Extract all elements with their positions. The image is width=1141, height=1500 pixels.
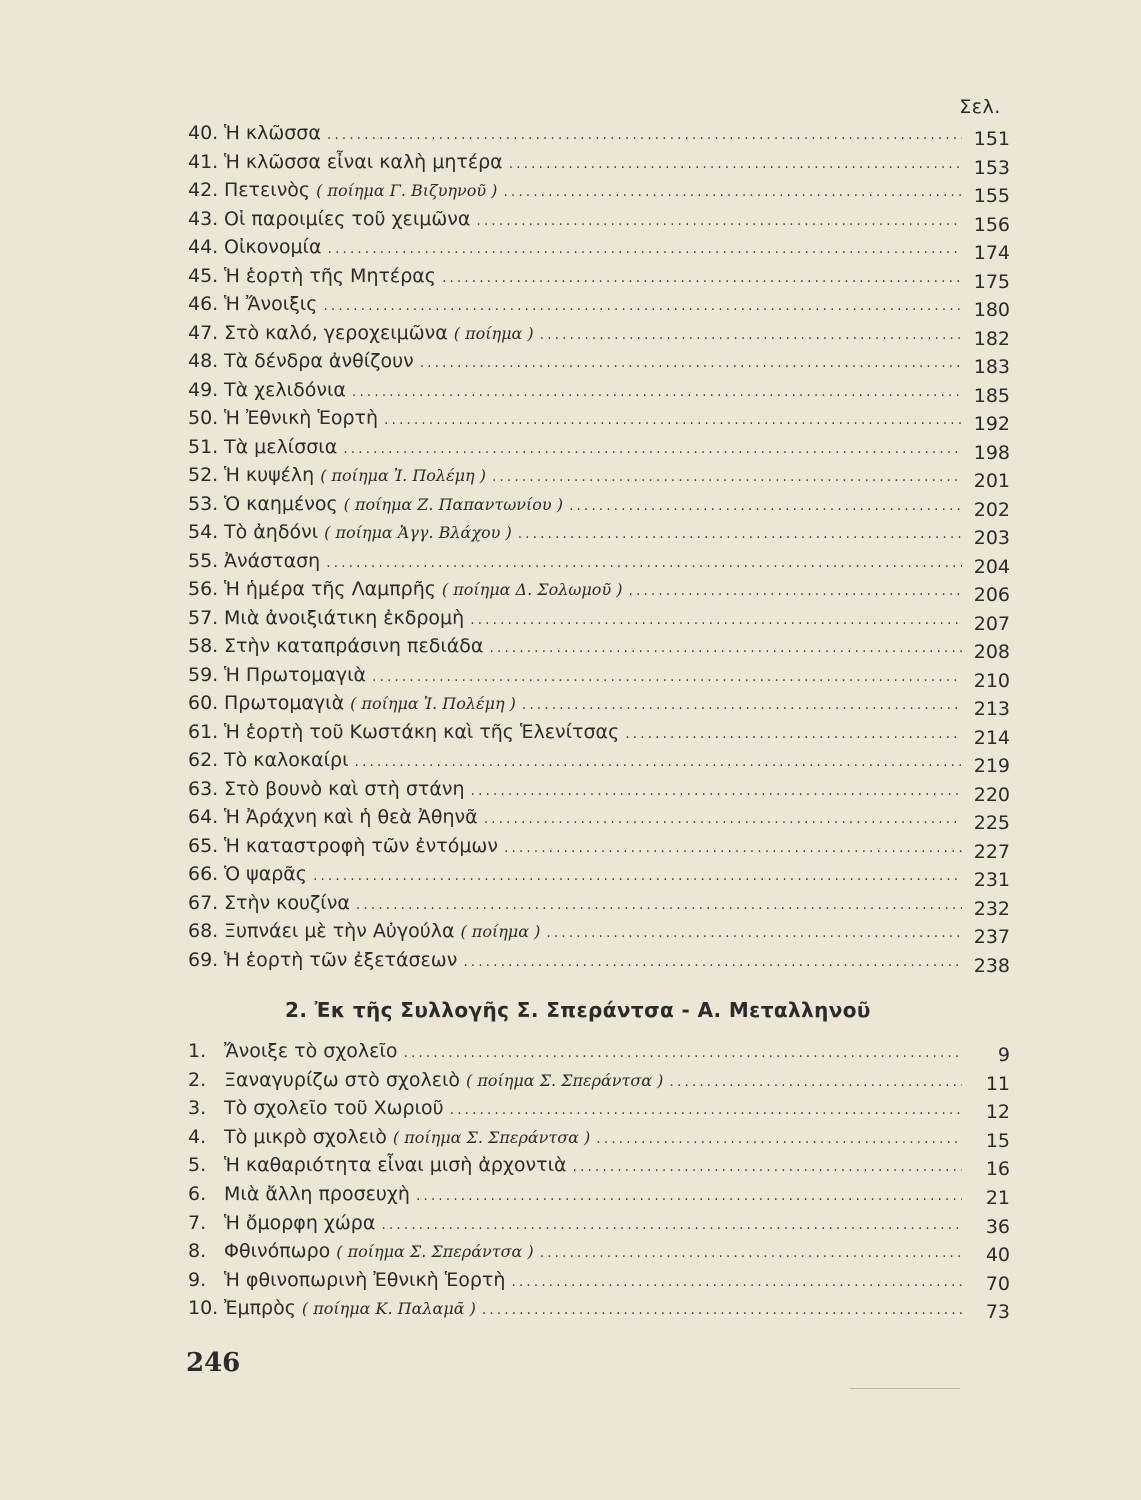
dot-leader bbox=[442, 270, 962, 286]
entry-page-number: 151 bbox=[973, 128, 1010, 150]
entry-title: Ἐμπρὸς bbox=[224, 1297, 296, 1320]
entry-title: Οἰκονομία bbox=[224, 236, 322, 258]
dot-leader bbox=[625, 726, 962, 742]
toc-entry bbox=[188, 607, 1010, 636]
entry-title: Στὸ καλό, γεροχειμῶνα bbox=[224, 321, 448, 344]
toc-entry bbox=[188, 122, 1010, 151]
dot-leader bbox=[420, 355, 962, 371]
entry-note: ( ποίημα Ἀγγ. Βλάχου ) bbox=[324, 523, 512, 542]
dot-leader bbox=[450, 1102, 962, 1118]
entry-number: 55. bbox=[188, 549, 219, 572]
dot-leader bbox=[569, 498, 962, 514]
entry-page-number: 206 bbox=[973, 584, 1010, 606]
dot-leader bbox=[326, 555, 962, 571]
dot-leader bbox=[355, 754, 962, 770]
entry-page-number: 70 bbox=[985, 1272, 1010, 1295]
entry-title: Ὁ καημένος bbox=[224, 492, 338, 515]
entry-title: Οἱ παροιμίες τοῦ χειμῶνα bbox=[224, 207, 471, 230]
dot-leader bbox=[482, 1302, 962, 1318]
entry-page-number: 16 bbox=[985, 1158, 1010, 1181]
entry-number: 3. bbox=[188, 1097, 207, 1120]
dot-leader bbox=[522, 697, 962, 713]
entry-page-number: 12 bbox=[985, 1101, 1010, 1124]
entry-number: 69. bbox=[188, 948, 219, 971]
entry-number: 63. bbox=[188, 777, 219, 800]
entry-page-number: 192 bbox=[973, 413, 1010, 435]
dot-leader bbox=[352, 384, 962, 400]
dot-leader bbox=[596, 1131, 962, 1147]
entry-title: Ἡ κλῶσσα εἶναι καλὴ μητέρα bbox=[224, 150, 503, 173]
dot-leader bbox=[470, 612, 962, 628]
toc-entry bbox=[188, 464, 1010, 493]
entry-page-number: 155 bbox=[973, 185, 1010, 207]
entry-number: 44. bbox=[188, 236, 219, 258]
entry-number: 49. bbox=[188, 378, 219, 401]
dot-leader bbox=[504, 840, 962, 856]
toc-entry bbox=[188, 635, 1010, 664]
entry-title: Ξαναγυρίζω στὸ σχολειὸ bbox=[224, 1068, 461, 1091]
toc-entry bbox=[188, 664, 1010, 693]
entry-title: Τὰ δένδρα ἀνθίζουν bbox=[224, 350, 414, 372]
entry-title: Φθινόπωρο bbox=[224, 1240, 331, 1263]
dot-leader bbox=[511, 1274, 962, 1290]
toc-entry bbox=[188, 208, 1010, 237]
toc-entry bbox=[188, 1126, 1010, 1155]
toc-entry bbox=[188, 407, 1010, 436]
divider-line bbox=[850, 1388, 960, 1389]
dot-leader bbox=[471, 783, 962, 799]
dot-leader bbox=[509, 156, 962, 172]
dot-leader bbox=[546, 925, 962, 941]
toc-entry bbox=[188, 692, 1010, 721]
entry-page-number: 207 bbox=[973, 612, 1010, 635]
entry-page-number: 40 bbox=[985, 1244, 1010, 1267]
entry-title: Τὰ χελιδόνια bbox=[224, 378, 346, 401]
entry-note: ( ποίημα ) bbox=[460, 922, 541, 941]
entry-page-number: 156 bbox=[973, 213, 1010, 236]
entry-note: ( ποίημα Ἰ. Πολέμη ) bbox=[350, 694, 516, 713]
entry-title: Ἡ ἑορτὴ τῆς Μητέρας bbox=[224, 264, 436, 287]
entry-number: 41. bbox=[188, 150, 219, 173]
entry-title: Τὸ σχολεῖο τοῦ Χωριοῦ bbox=[224, 1097, 444, 1120]
entry-note: ( ποίημα Κ. Παλαμᾶ ) bbox=[301, 1299, 476, 1319]
toc-entry bbox=[188, 350, 1010, 379]
toc-entry bbox=[188, 778, 1010, 807]
dot-leader bbox=[328, 241, 963, 257]
section-title: 2. Ἐκ τῆς Συλλογῆς Σ. Σπεράντσα - Α. Μεταλληνοῦ bbox=[285, 998, 871, 1022]
dot-leader bbox=[313, 868, 962, 884]
toc-entry bbox=[188, 835, 1010, 864]
entry-number: 61. bbox=[188, 720, 219, 743]
dot-leader bbox=[404, 1045, 963, 1061]
entry-page-number: 182 bbox=[973, 327, 1010, 350]
entry-title: Ἡ ἡμέρα τῆς Λαμπρῆς bbox=[224, 578, 436, 600]
entry-title: Ἡ ἑορτὴ τοῦ Κωστάκη καὶ τῆς Ἑλενίτσας bbox=[224, 720, 620, 743]
entry-title: Ἀνάσταση bbox=[224, 549, 321, 572]
entry-page-number: 227 bbox=[973, 840, 1010, 863]
toc-entry bbox=[188, 806, 1010, 835]
entry-page-number: 231 bbox=[973, 869, 1010, 891]
toc-entry bbox=[188, 1240, 1010, 1269]
toc-entry bbox=[188, 550, 1010, 579]
entry-page-number: 213 bbox=[973, 698, 1010, 720]
entry-page-number: 232 bbox=[973, 897, 1010, 920]
entry-title: Ἡ καταστροφὴ τῶν ἐντόμων bbox=[224, 834, 498, 857]
entry-page-number: 201 bbox=[973, 470, 1010, 492]
dot-leader bbox=[463, 954, 962, 970]
entry-number: 1. bbox=[188, 1040, 207, 1062]
entry-number: 9. bbox=[188, 1268, 207, 1291]
entry-number: 7. bbox=[188, 1211, 207, 1234]
entry-number: 54. bbox=[188, 521, 219, 543]
page-column-label: Σελ. bbox=[959, 96, 1001, 118]
entry-number: 46. bbox=[188, 293, 219, 315]
entry-title: Τὸ καλοκαίρι bbox=[224, 749, 349, 771]
dot-leader bbox=[416, 1188, 962, 1204]
entry-note: ( ποίημα Σ. Σπεράντσα ) bbox=[466, 1070, 664, 1090]
entry-note: ( ποίημα Δ. Σολωμοῦ ) bbox=[441, 580, 623, 599]
entry-note: ( ποίημα Σ. Σπεράντσα ) bbox=[392, 1127, 591, 1147]
entry-title: Ἡ Πρωτομαγιὰ bbox=[224, 663, 367, 686]
entry-number: 57. bbox=[188, 606, 219, 629]
entry-page-number: 11 bbox=[985, 1072, 1010, 1095]
toc-entry bbox=[188, 721, 1010, 750]
entry-page-number: 21 bbox=[985, 1186, 1010, 1209]
toc-entry bbox=[188, 1183, 1010, 1212]
toc-entry bbox=[188, 521, 1010, 550]
entry-page-number: 153 bbox=[973, 156, 1010, 179]
entry-page-number: 36 bbox=[985, 1215, 1010, 1238]
dot-leader bbox=[503, 184, 962, 200]
dot-leader bbox=[573, 1159, 962, 1175]
entry-page-number: 198 bbox=[973, 441, 1010, 464]
entry-number: 62. bbox=[188, 749, 219, 771]
entry-note: ( ποίημα Ἰ. Πολέμη ) bbox=[320, 466, 486, 485]
entry-title: Ἡ κλῶσσα bbox=[224, 122, 321, 144]
toc-entry bbox=[188, 1040, 1010, 1069]
dot-leader bbox=[384, 412, 962, 428]
entry-number: 48. bbox=[188, 350, 219, 372]
entry-number: 45. bbox=[188, 264, 219, 287]
toc-entry bbox=[188, 1097, 1010, 1126]
entry-number: 8. bbox=[188, 1240, 207, 1263]
entry-title: Τὰ μελίσσια bbox=[224, 435, 338, 458]
entry-note: ( ποίημα Σ. Σπεράντσα ) bbox=[336, 1242, 534, 1262]
toc-entry bbox=[188, 1212, 1010, 1241]
toc-entry bbox=[188, 892, 1010, 921]
entry-number: 68. bbox=[188, 920, 219, 942]
entry-title: Ἡ φθινοπωρινὴ Ἐθνικὴ Ἑορτὴ bbox=[224, 1268, 506, 1291]
toc-entry bbox=[188, 749, 1010, 778]
entry-note: ( ποίημα ) bbox=[453, 323, 534, 343]
entry-title: Ἡ ὄμορφη χώρα bbox=[224, 1211, 376, 1234]
entry-note: ( ποίημα Ζ. Παπαντωνίου ) bbox=[343, 494, 563, 514]
entry-title: Στὴν κουζίνα bbox=[224, 891, 350, 914]
toc-entry bbox=[188, 1069, 1010, 1098]
toc-entry bbox=[188, 949, 1010, 978]
dot-leader bbox=[540, 1245, 962, 1261]
entry-title: Μιὰ ἄλλη προσευχὴ bbox=[224, 1182, 410, 1205]
entry-page-number: 183 bbox=[973, 356, 1010, 378]
entry-number: 6. bbox=[188, 1182, 207, 1205]
entry-number: 2. bbox=[188, 1068, 207, 1091]
entry-page-number: 225 bbox=[973, 812, 1010, 834]
entry-page-number: 185 bbox=[973, 384, 1010, 407]
toc-entry bbox=[188, 920, 1010, 949]
entry-number: 50. bbox=[188, 407, 219, 429]
entry-note: ( ποίημα Γ. Βιζυηνοῦ ) bbox=[316, 181, 498, 200]
toc-entry bbox=[188, 578, 1010, 607]
toc-entry bbox=[188, 179, 1010, 208]
entry-title: Στὸ βουνὸ καὶ στὴ στάνη bbox=[224, 777, 465, 800]
toc-entry bbox=[188, 293, 1010, 322]
entry-page-number: 219 bbox=[973, 755, 1010, 777]
toc-entry bbox=[188, 236, 1010, 265]
entry-title: Πρωτομαγιὰ bbox=[224, 692, 345, 714]
toc-entry bbox=[188, 1269, 1010, 1298]
toc-entry bbox=[188, 1154, 1010, 1183]
entry-number: 10. bbox=[188, 1297, 219, 1320]
toc-entry bbox=[188, 1297, 1010, 1326]
dot-leader bbox=[518, 526, 962, 542]
entry-number: 40. bbox=[188, 122, 219, 144]
entry-title: Τὸ ἀηδόνι bbox=[224, 521, 319, 543]
entry-page-number: 208 bbox=[973, 641, 1010, 663]
entry-number: 53. bbox=[188, 492, 219, 515]
entry-number: 58. bbox=[188, 635, 219, 657]
toc-entry bbox=[188, 379, 1010, 408]
entry-number: 66. bbox=[188, 863, 219, 885]
entry-title: Ἡ ἑορτὴ τῶν ἐξετάσεων bbox=[224, 948, 458, 971]
dot-leader bbox=[476, 213, 962, 229]
toc-entry bbox=[188, 863, 1010, 892]
dot-leader bbox=[343, 441, 962, 457]
entry-page-number: 210 bbox=[973, 669, 1010, 692]
dot-leader bbox=[372, 669, 962, 685]
entry-title: Ἡ κυψέλη bbox=[224, 464, 315, 486]
dot-leader bbox=[484, 811, 962, 827]
entry-number: 56. bbox=[188, 578, 219, 600]
dot-leader bbox=[381, 1217, 962, 1233]
entry-title: Ἡ Ἐθνικὴ Ἑορτὴ bbox=[224, 407, 379, 429]
dot-leader bbox=[492, 469, 962, 485]
entry-title: Στὴν καταπράσινη πεδιάδα bbox=[224, 635, 484, 657]
entry-number: 42. bbox=[188, 179, 219, 201]
toc-list-part-1 bbox=[188, 122, 1010, 977]
entry-page-number: 220 bbox=[973, 783, 1010, 806]
entry-title: Τὸ μικρὸ σχολειὸ bbox=[224, 1125, 387, 1148]
toc-entry bbox=[188, 151, 1010, 180]
entry-title: Ὁ ψαρᾶς bbox=[224, 863, 307, 885]
dot-leader bbox=[629, 583, 963, 599]
entry-number: 43. bbox=[188, 207, 219, 230]
entry-title: Μιὰ ἀνοιξιάτικη ἐκδρομὴ bbox=[224, 606, 465, 629]
entry-page-number: 238 bbox=[973, 954, 1010, 977]
entry-number: 47. bbox=[188, 321, 219, 344]
entry-title: Ἡ Ἀράχνη καὶ ἡ θεὰ Ἀθηνᾶ bbox=[224, 806, 478, 828]
dot-leader bbox=[669, 1074, 962, 1090]
entry-number: 67. bbox=[188, 891, 219, 914]
entry-number: 60. bbox=[188, 692, 219, 714]
entry-number: 52. bbox=[188, 464, 219, 486]
entry-page-number: 202 bbox=[973, 498, 1010, 521]
dot-leader bbox=[323, 298, 962, 314]
entry-page-number: 214 bbox=[973, 726, 1010, 749]
entry-title: Ξυπνάει μὲ τὴν Αὐγούλα bbox=[224, 920, 455, 942]
entry-number: 64. bbox=[188, 806, 219, 828]
entry-page-number: 174 bbox=[973, 242, 1010, 264]
dot-leader bbox=[327, 127, 962, 143]
entry-page-number: 204 bbox=[973, 555, 1010, 578]
dot-leader bbox=[540, 327, 962, 343]
entry-page-number: 180 bbox=[973, 299, 1010, 321]
entry-number: 4. bbox=[188, 1125, 207, 1148]
dot-leader bbox=[356, 897, 962, 913]
entry-page-number: 73 bbox=[985, 1301, 1010, 1324]
entry-page-number: 175 bbox=[973, 270, 1010, 293]
toc-entry bbox=[188, 436, 1010, 465]
entry-page-number: 15 bbox=[985, 1129, 1010, 1152]
toc-entry bbox=[188, 265, 1010, 294]
entry-number: 59. bbox=[188, 663, 219, 686]
entry-title: Ἄνοιξε τὸ σχολεῖο bbox=[224, 1040, 398, 1062]
entry-title: Ἡ Ἄνοιξις bbox=[224, 293, 318, 315]
entry-title: Ἡ καθαριότητα εἶναι μισὴ ἀρχοντιὰ bbox=[224, 1154, 567, 1177]
dot-leader bbox=[489, 640, 962, 656]
entry-number: 5. bbox=[188, 1154, 207, 1177]
toc-entry bbox=[188, 322, 1010, 351]
entry-number: 51. bbox=[188, 435, 219, 458]
toc-entry bbox=[188, 493, 1010, 522]
page-number: 246 bbox=[186, 1348, 241, 1378]
entry-title: Πετεινὸς bbox=[224, 179, 311, 201]
entry-page-number: 237 bbox=[973, 926, 1010, 948]
toc-list-part-2 bbox=[188, 1040, 1010, 1326]
entry-page-number: 203 bbox=[973, 527, 1010, 549]
entry-number: 65. bbox=[188, 834, 219, 857]
entry-page-number: 9 bbox=[997, 1044, 1010, 1066]
